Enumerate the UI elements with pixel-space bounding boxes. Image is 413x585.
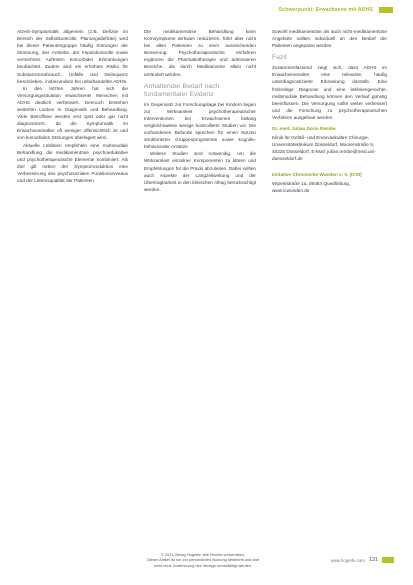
paragraph: Zusammenfassend zeigt sich, dass ADHS im Erwachsenenalter eine relevante, häufig unterdiagnostizierte Erkrankung darstellt. Eine frühzeitige Diagnose und eine leitliniengerechte, multimodale Behandlung können den Verlauf günstig beeinflussen. Die Versorgung sollte weiter verbessert und die Forschung zu psychotherapeutischen Verfahren ausgebaut werden.	[272, 65, 387, 120]
footnote-line: Dieser Artikel ist nur zur persönlichen Nutzung bestimmt und darf nicht ohne Zustimmung des Verlags vervielfältigt werden.	[146, 557, 259, 568]
footer-accent-bar	[382, 557, 394, 563]
footnote-line: © 2021 Verlag Hogrefe: Alle Rechte vorbehalten.	[161, 552, 245, 557]
paragraph: Aktuelle Leitlinien empfehlen eine multimodale Behandlung, die medikamentöse, psychoedukative und psychotherapeutische Elemente kombiniert. Als Ziel gilt neben der Symptomreduktion eine Verbesserung des psychosozialen Funktionsniveaus und der Lebensqualität der Patienten.	[17, 142, 128, 183]
header-accent-bar	[379, 7, 393, 13]
paragraph: Die medikamentöse Behandlung kann Kernsymptome wirksam reduzieren, führt aber nicht bei allen Patienten zu einer ausreichenden Besserung. Psychotherapeutische Verfahren ergänzen die Pharmakotherapie und adressieren Bereiche, die durch Medikamente allein nicht verändert werden.	[144, 29, 256, 77]
organization-name: Initiative Chronische Wunden e. V. (ICW)	[272, 171, 362, 177]
author-name: Dr. med. Julian Dario Rembe	[272, 126, 336, 132]
copyright-footnote	[144, 552, 262, 568]
section-heading: Anhaltender Bedarf nach fundamentaler Evidenz	[144, 82, 220, 98]
text-column-3	[272, 28, 387, 568]
fazit-heading: Fazit	[272, 54, 287, 62]
paragraph: Im Gegensatz zur Forschungslage bei Kindern liegen zur Wirksamkeit psychotherapeutischer Interventionen bei Erwachsenen bislang vergleichsweise wenige kontrollierte Studien vor. Die vorhandenen Befunde sprechen für einen Nutzen strukturierter Gruppenprogramme sowie kognitiv-behavioraler Ansätze.	[144, 101, 256, 150]
page-number: 131	[368, 557, 378, 563]
paragraph: Weitere Studien sind notwendig, um die Wirksamkeit einzelner Komponenten zu klären und Empfehlungen für die Praxis abzuleiten. Dabei sollten auch Aspekte der Langzeitwirkung und der Übertragbarkeit in den klinischen Alltag berücksichtigt werden.	[144, 151, 256, 192]
paragraph: ADHS-Symptomatik allgemein (z.B. Defizite im Bereich der Selbstkontrolle, Planungsdefizite) wird bei dieser Patientengruppe häufig Störungen der Stimmung, des Antriebs, der Impulskontrolle sowie vermehrtes Auftreten komorbider Erkrankungen beobachtet. Zudem wird ein erhöhtes Risiko für Substanzmissbrauch, Unfälle und Delinquenz beschrieben, insbesondere bei unbehandelter ADHS.	[17, 29, 128, 84]
organization-address: Wipertistraße 1a, 06484 Quedlinburg, www.icwunden.de	[272, 180, 351, 193]
paragraph: Sowohl medikamentöse als auch nicht-medikamentöse Angebote sollten individuell an den Bedarf der Patienten angepasst werden.	[272, 29, 387, 49]
page-footer	[331, 557, 394, 563]
text-column-1	[17, 28, 128, 554]
header-title: Schwerpunkt: Erwachsene mit ADHS	[278, 7, 373, 13]
journal-url: www.hogrefe.com	[330, 557, 365, 563]
running-header	[279, 0, 393, 20]
paragraph: In den letzten Jahren hat sich die Versorgungssituation erwachsener Menschen mit ADHS deutlich verbessert. Dennoch bestehen weiterhin Lücken in Diagnostik und Behandlung. Viele Betroffene werden erst spät oder gar nicht diagnostiziert, da die Symptomatik im Erwachsenenalter oft weniger offensichtlich ist und von komorbiden Störungen überlagert wird.	[17, 85, 128, 141]
text-column-2	[144, 28, 256, 554]
author-address: Klinik für Gefäß- und Endovaskuläre Chirurgie, Universitätsklinikum Düsseldorf, Moorenstraße 5, 40225 Düsseldorf, E-Mail: julian.rembe@med.uni-duesseldorf.de	[272, 135, 376, 162]
